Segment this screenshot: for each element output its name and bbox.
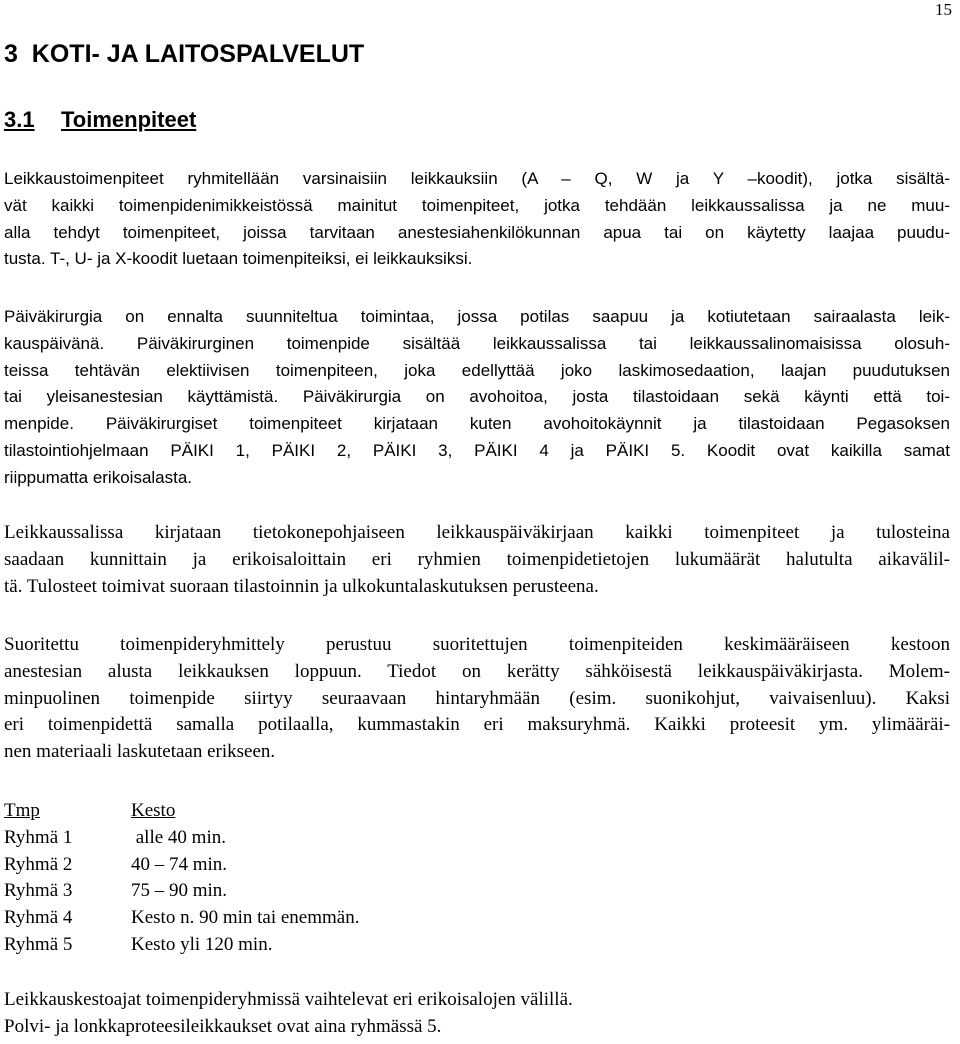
paragraph-line: riippumatta erikoisalasta. <box>4 467 193 487</box>
paragraph-line: vät kaikki toimenpidenimikkeistössä mainitut toimenpiteet, jotka tehdään leikkaussalissa ja ne muu- <box>4 195 950 215</box>
paragraph-line: minpuolinen toimenpide siirtyy seuraavaan hintaryhmään (esim. suonikohjut, vaivaisenluu). Kaksi <box>4 687 950 709</box>
paragraph-line: Päiväkirurgia on ennalta suunniteltua toimintaa, jossa potilas saapuu ja kotiutetaan sairaalasta leik- <box>4 307 950 326</box>
table-row <box>4 852 359 879</box>
table-cell-duration: Kesto yli 120 min. <box>131 933 273 955</box>
table-row <box>4 825 359 852</box>
paragraph-line: tusta. T-, U- ja X-koodit luetaan toimenpiteiksi, ei leikkauksiksi. <box>4 249 473 269</box>
table-cell-duration: 75 – 90 min. <box>131 880 228 902</box>
paragraph-line: teissa tehtävän elektiivisen toimenpiteen, joka edellyttää joko laskimosedaation, laajan puudutuksen <box>4 360 950 380</box>
paragraph-line: Leikkaussalissa kirjataan tietokonepohjaiseen leikkauspäiväkirjaan kaikki toimenpiteet ja tulosteina <box>4 522 950 543</box>
table-cell-group: Ryhmä 3 <box>4 880 73 902</box>
table-cell-duration: 40 – 74 min. <box>131 853 228 875</box>
page-number: 15 <box>935 0 952 19</box>
section-heading <box>4 104 196 136</box>
table-cell-group: Ryhmä 2 <box>4 853 73 875</box>
note-line: Polvi- ja lonkkaproteesileikkaukset ovat aina ryhmässä 5. <box>4 1015 442 1037</box>
paragraph-line: tä. Tulosteet toimivat suoraan tilastoinnin ja ulkokuntalaskutuksen perusteena. <box>4 575 599 597</box>
section-title: Toimenpiteet <box>61 107 197 132</box>
paragraph-line: alla tehdyt toimenpiteet, joissa tarvitaan anestesiahenkilökunnan apua tai on käytetty laajaa puudu- <box>4 222 950 242</box>
section-number: 3.1 <box>4 107 35 132</box>
paragraph-day-surgery <box>4 304 950 492</box>
table-row <box>4 878 359 905</box>
paragraph-surgery-definition <box>4 166 950 273</box>
paragraph-line: menpide. Päiväkirurgiset toimenpiteet kirjataan kuten avohoitokäynnit ja tilastoidaan Pegasoksen <box>4 414 950 434</box>
table-header-row <box>4 798 359 825</box>
paragraph-line: anestesian alusta leikkauksen loppuun. Tiedot on kerätty sähköisestä leikkauspäiväkirjasta. Molem- <box>4 660 950 682</box>
column-header-group: Tmp <box>4 800 40 821</box>
table-cell-group: Ryhmä 4 <box>4 907 73 929</box>
closing-notes <box>4 987 573 1041</box>
table-row <box>4 905 359 932</box>
paragraph-operating-room-log <box>4 520 950 600</box>
paragraph-line: nen materiaali laskutetaan erikseen. <box>4 741 276 763</box>
paragraph-line: eri toimenpidettä samalla potilaalla, kummastakin eri maksuryhmä. Kaikki proteesit ym. ylimääräi- <box>4 714 950 736</box>
duration-group-table <box>4 798 359 959</box>
table-cell-group: Ryhmä 1 <box>4 826 73 848</box>
paragraph-line: saadaan kunnittain ja erikoisaloittain eri ryhmien toimenpidetietojen lukumäärät halutulta aikavälil- <box>4 548 950 570</box>
table-cell-group: Ryhmä 5 <box>4 933 73 955</box>
table-cell-duration: Kesto n. 90 min tai enemmän. <box>131 907 360 929</box>
paragraph-line: Suoritettu toimenpideryhmittely perustuu suoritettujen toimenpiteiden keskimääräiseen kestoon <box>4 634 950 655</box>
table-cell-duration: alle 40 min. <box>131 826 226 848</box>
paragraph-line: Leikkaustoimenpiteet ryhmitellään varsinaisiin leikkauksiin (A – Q, W ja Y –koodit), jotka sisältä- <box>4 169 950 188</box>
paragraph-line: tilastointiohjelmaan PÄIKI 1, PÄIKI 2, PÄIKI 3, PÄIKI 4 ja PÄIKI 5. Koodit ovat kaikilla samat <box>4 440 950 460</box>
table-row <box>4 932 359 959</box>
paragraph-line: kauspäivänä. Päiväkirurginen toimenpide sisältää leikkaussalissa tai leikkaussalinomaisissa olosuh- <box>4 333 950 353</box>
paragraph-grouping-basis <box>4 632 950 766</box>
chapter-heading: 3 KOTI- JA LAITOSPALVELUT <box>4 40 365 68</box>
paragraph-line: tai yleisanestesian käyttämistä. Päiväkirurgia on avohoitoa, josta tilastoidaan sekä käynti että toi- <box>4 387 950 407</box>
column-header-duration: Kesto <box>131 800 176 821</box>
note-line: Leikkauskestoajat toimenpideryhmissä vaihtelevat eri erikoisalojen välillä. <box>4 989 573 1010</box>
